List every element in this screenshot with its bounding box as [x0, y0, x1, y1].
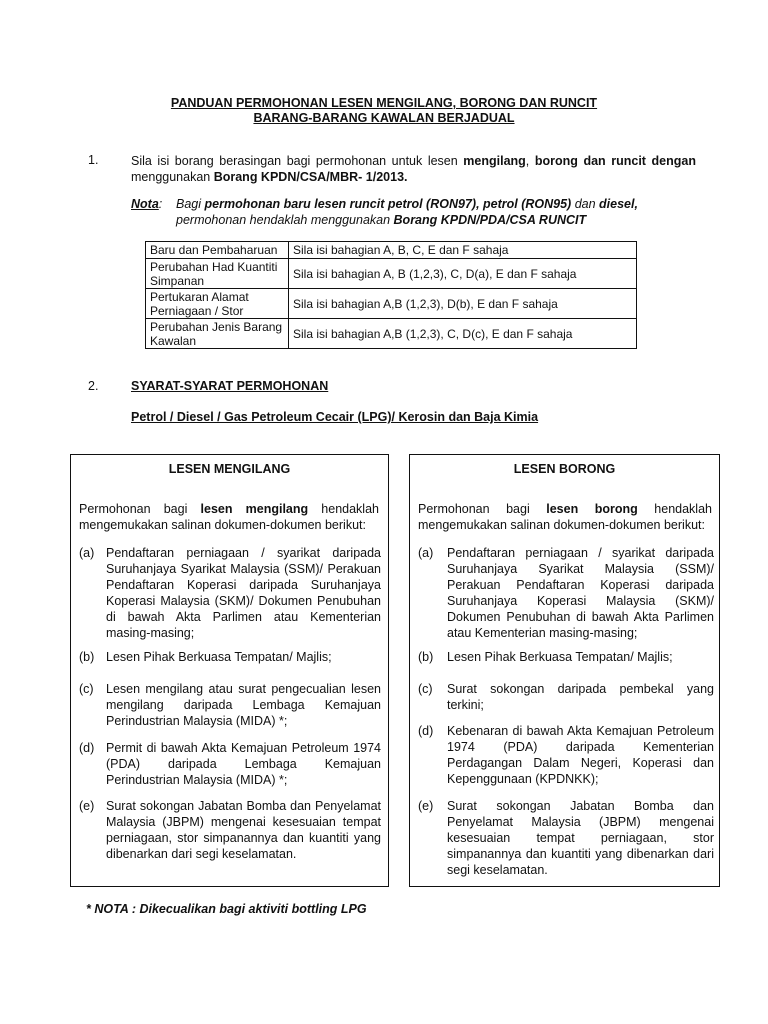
- application-type-table: [145, 241, 637, 349]
- table-row: [146, 319, 637, 349]
- nota-text: Bagi permohonan baru lesen runcit petrol (RON97), petrol (RON95) dan diesel,: [176, 197, 638, 211]
- table-cell-instruction: Sila isi bahagian A,B (1,2,3), C, D(c), E dan F sahaja: [289, 319, 637, 349]
- table-cell-instruction: Sila isi bahagian A, B (1,2,3), C, D(a), E dan F sahaja: [289, 259, 637, 289]
- document-title: [0, 96, 768, 126]
- section-1-text: Sila isi borang berasingan bagi permohonan untuk lesen mengilang, borong dan runcit dengan menggunakan Borang KPDN/CSA/MBR- 1/2013.: [131, 154, 696, 184]
- footnote: * NOTA : Dikecualikan bagi aktiviti bottling LPG: [86, 902, 367, 916]
- section-1-nota: Nota: Bagi permohonan baru lesen runcit petrol (RON97), petrol (RON95) dan diesel, permohonan hendaklah menggunakan Borang KPDN/PDA/CSA RUNCIT: [131, 196, 696, 212]
- box-heading: LESEN MENGILANG: [168, 462, 291, 476]
- title-line-2: BARANG-BARANG KAWALAN BERJADUAL: [253, 111, 515, 125]
- nota-text-2: permohonan hendaklah menggunakan Borang KPDN/PDA/CSA RUNCIT: [176, 213, 587, 227]
- table-cell-type: Perubahan Had Kuantiti Simpanan: [146, 259, 289, 289]
- table-cell-type: Baru dan Pembaharuan: [146, 242, 289, 259]
- lesen-mengilang-box: LESEN MENGILANG Permohonan bagi lesen mengilang hendaklah mengemukakan salinan dokumen-dokumen berikut: (a) Pendaftaran perniagaan / syarikat daripada Suruhanjaya Syarikat Malaysia (SSM)/ Perakuan Pendaftaran Koperasi daripada Suruhanjaya Koperasi Malaysia (SKM)/ Dokumen Penubuhan di bawah Akta Parlimen atau Kementerian masing-masing; (b) Lesen Pihak Berkuasa Tempatan/ Majlis; (c) Lesen mengilang atau surat pengecualian lesen mengilang daripada Lembaga Kemajuan Perindustrian Malaysia (MIDA) *; (d) Permit di bawah Akta Kemajuan Petroleum 1974 (PDA) daripada Lembaga Kemajuan Perindustrian Malaysia (MIDA) *; (e) Surat sokongan Jabatan Bomba dan Penyelamat Malaysia (JBPM) mengenai kesesuaian tempat perniagaan, stor simpanannya dan kuantiti yang dibenarkan dari segi keselamatan.: [70, 454, 389, 887]
- nota-label: Nota: [131, 197, 159, 211]
- table-cell-instruction: Sila isi bahagian A,B (1,2,3), D(b), E dan F sahaja: [289, 289, 637, 319]
- table-cell-type: Perubahan Jenis Barang Kawalan: [146, 319, 289, 349]
- table-cell-type: Pertukaran Alamat Perniagaan / Stor: [146, 289, 289, 319]
- lesen-borong-box: LESEN BORONG Permohonan bagi lesen borong hendaklah mengemukakan salinan dokumen-dokumen berikut: (a) Pendaftaran perniagaan / syarikat daripada Suruhanjaya Syarikat Malaysia (SSM)/ Perakuan Pendaftaran Koperasi daripada Suruhanjaya Koperasi Malaysia (SKM)/ Dokumen Penubuhan di bawah Akta Parlimen atau Kementerian masing-masing; (b) Lesen Pihak Berkuasa Tempatan/ Majlis; (c) Surat sokongan daripada pembekal yang terkini; (d) Kebenaran di bawah Akta Kemajuan Petroleum 1974 (PDA) daripada Kementerian Perdagangan Dalam Negeri, Koperasi dan Kepenggunaan (KPDNKK); (e) Surat sokongan Jabatan Bomba dan Penyelamat Malaysia (JBPM) mengenai kesesuaian tempat perniagaan, stor simpanannya dan kuantiti yang dibenarkan dari segi keselamatan.: [409, 454, 720, 887]
- box-intro: Permohonan bagi lesen borong hendaklah mengemukakan salinan dokumen-dokumen berikut:: [418, 502, 712, 532]
- table-row: [146, 259, 637, 289]
- section-1-number: 1.: [88, 153, 99, 167]
- table-cell-instruction: Sila isi bahagian A, B, C, E dan F sahaja: [289, 242, 637, 259]
- table-row: [146, 289, 637, 319]
- title-line-1: PANDUAN PERMOHONAN LESEN MENGILANG, BORONG DAN RUNCIT: [170, 96, 598, 110]
- box-intro: Permohonan bagi lesen mengilang hendaklah mengemukakan salinan dokumen-dokumen berikut:: [79, 502, 379, 532]
- section-2-subheading: Petrol / Diesel / Gas Petroleum Cecair (LPG)/ Kerosin dan Baja Kimia: [131, 410, 539, 424]
- section-2-number: 2.: [88, 379, 99, 393]
- table-row: [146, 242, 637, 259]
- box-heading: LESEN BORONG: [513, 462, 616, 476]
- section-2-heading: SYARAT-SYARAT PERMOHONAN: [131, 379, 329, 393]
